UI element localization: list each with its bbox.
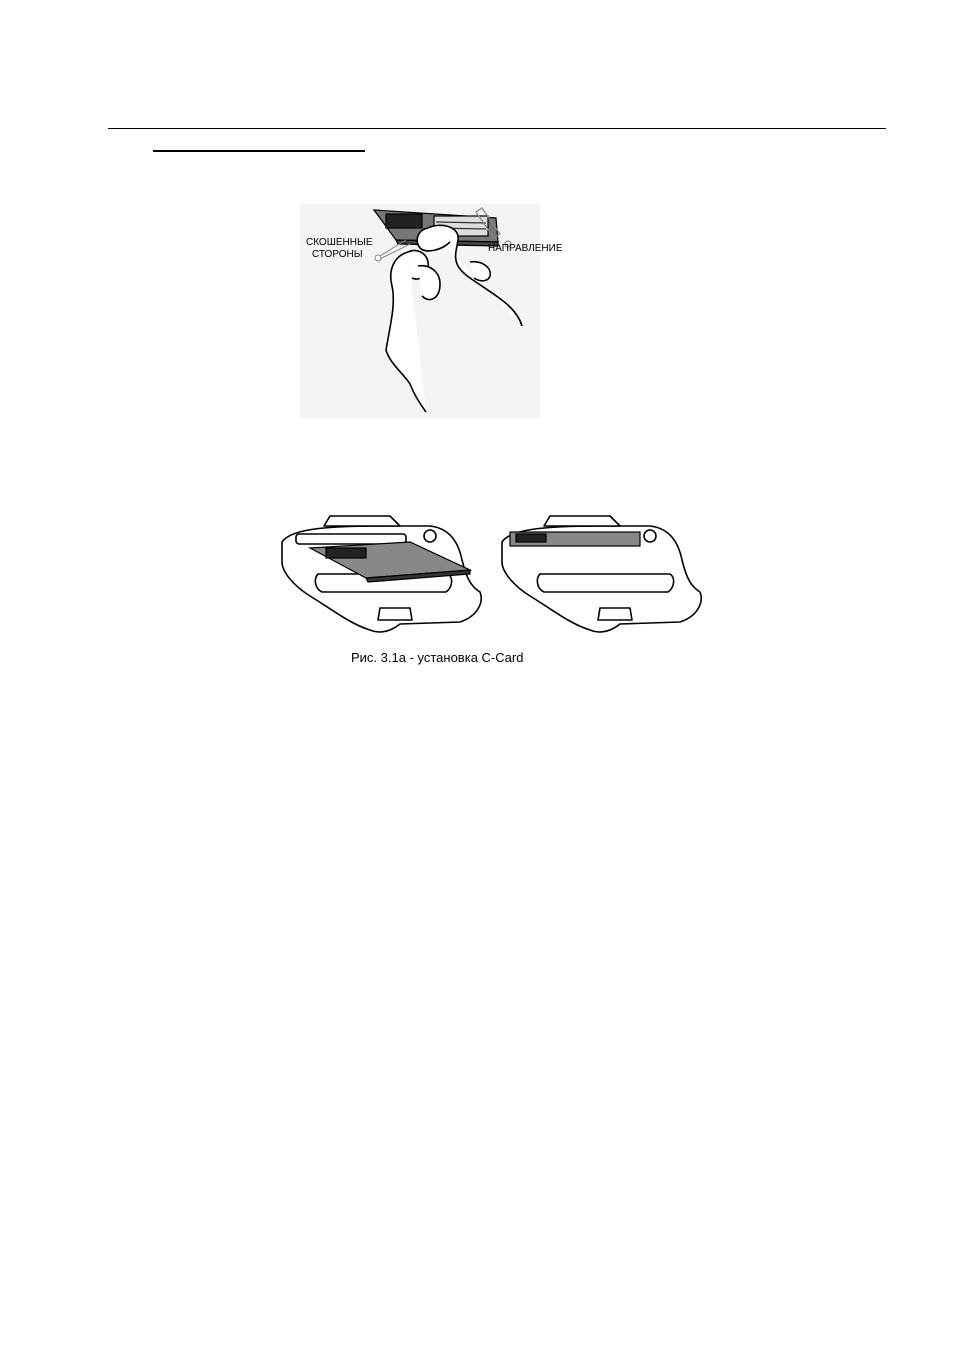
bevelled-sides-label-line1: СКОШЕННЫЕ [306,237,373,248]
c-card-right-inserted [510,532,640,546]
header-rule [108,128,886,129]
figure-caption: Рис. 3.1а - установка C-Card [351,650,524,665]
section-heading-underline [153,150,365,152]
device-card-slot-illustrations [270,512,710,642]
bevelled-sides-label-line2: СТОРОНЫ [312,249,363,260]
direction-label: НАПРАВЛЕНИЕ [488,243,563,254]
bevelled-sides-label [306,237,373,261]
